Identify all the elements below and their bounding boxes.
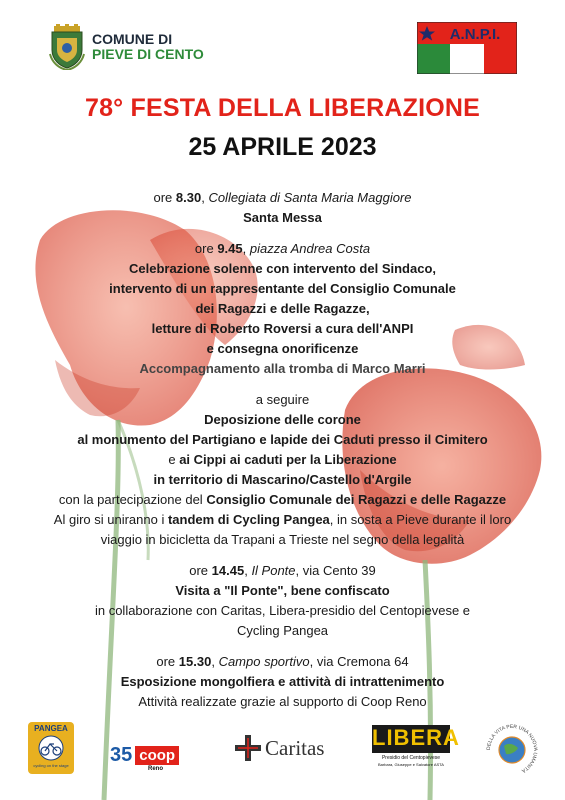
anpi-label: A.N.P.I. bbox=[449, 26, 501, 43]
bicycle-icon bbox=[35, 734, 67, 762]
event-4-time: 14.45 bbox=[211, 563, 245, 578]
event-4-line: in collaborazione con Caritas, Libera-presidio del Centopievese e bbox=[94, 603, 471, 618]
page-title: 78° FESTA DELLA LIBERAZIONE bbox=[84, 94, 481, 122]
event-1-header: ore 8.30, Collegiata di Santa Maria Maggiore bbox=[153, 190, 412, 205]
event-3-line: in territorio di Mascarino/Castello d'Argile bbox=[153, 472, 412, 487]
event-3-detail: Deposizione delle corone bbox=[204, 412, 361, 427]
event-2-detail: e consegna onorificenze bbox=[206, 341, 359, 356]
event-3-line: Al giro si uniranno i tandem di Cycling Pangea, in sosta a Pieve durante il loro bbox=[53, 512, 512, 527]
sponsor-logos bbox=[0, 722, 565, 792]
event-4-line: Cycling Pangea bbox=[236, 623, 329, 638]
coop-reno-logo: 35 coop Reno bbox=[110, 742, 179, 768]
event-2-detail: intervento di un rappresentante del Consiglio Comunale bbox=[109, 281, 456, 296]
event-2-time: 9.45 bbox=[217, 241, 243, 256]
caritas-logo: Caritas bbox=[234, 734, 324, 762]
event-3-line: viaggio in bicicletta da Trapani a Trieste nel segno della legalità bbox=[100, 532, 465, 547]
event-3-line: con la partecipazione del Consiglio Comunale dei Ragazzi e delle Ragazze bbox=[58, 492, 507, 507]
event-date: 25 APRILE 2023 bbox=[188, 133, 377, 161]
event-2-header: ore 9.45, piazza Andrea Costa bbox=[194, 241, 371, 256]
event-5-line: Attività realizzate grazie al supporto di Coop Reno bbox=[138, 694, 427, 709]
event-2-detail: dei Ragazzi e delle Ragazze, bbox=[195, 301, 370, 316]
event-2-detail: Celebrazione solenne con intervento del Sindaco, bbox=[128, 261, 436, 276]
event-1-place: Collegiata di Santa Maria Maggiore bbox=[208, 190, 412, 205]
cross-icon bbox=[234, 734, 262, 762]
event-3-detail: al monumento del Partigiano e lapide dei Caduti presso il Cimitero bbox=[77, 432, 488, 447]
svg-text:DELLA VITA PER UNA NUOVA UMANI: DELLA VITA PER UNA NUOVA UMANITÀ bbox=[485, 723, 539, 774]
comune-name-line2: PIEVE DI CENTO bbox=[92, 46, 204, 62]
anpi-logo bbox=[417, 22, 517, 74]
event-2-place: piazza Andrea Costa bbox=[249, 241, 371, 256]
event-3-intro: a seguire bbox=[255, 392, 310, 407]
event-2-accompaniment: Accompagnamento alla tromba di Marco Marri bbox=[139, 361, 426, 376]
comune-logo bbox=[48, 24, 204, 70]
event-5-title: Esposizione mongolfiera e attività di intrattenimento bbox=[120, 674, 445, 689]
libera-logo: LIBERA Presidio del Centopievese Barbara, Giuseppe e Salvatore ASTA bbox=[372, 725, 460, 767]
event-5-time: 15.30 bbox=[178, 654, 212, 669]
comune-name-line1: COMUNE DI bbox=[92, 31, 173, 47]
event-3-line: e ai Cippi ai caduti per la Liberazione bbox=[168, 452, 397, 467]
event-4-title: Visita a "Il Ponte", bene confiscato bbox=[175, 583, 390, 598]
header bbox=[0, 0, 565, 90]
event-5-header: ore 15.30, Campo sportivo, via Cremona 64 bbox=[156, 654, 409, 669]
programme bbox=[10, 188, 555, 712]
event-2-detail: letture di Roberto Roversi a cura dell'ANPI bbox=[151, 321, 414, 336]
seal-logo bbox=[484, 722, 540, 778]
event-5-place: Campo sportivo bbox=[218, 654, 310, 669]
event-4-header: ore 14.45, Il Ponte, via Cento 39 bbox=[189, 563, 376, 578]
event-4-place: Il Ponte bbox=[251, 563, 296, 578]
event-1-title: Santa Messa bbox=[243, 210, 322, 225]
event-1-time: 8.30 bbox=[175, 190, 202, 205]
crest-icon bbox=[48, 24, 86, 70]
pangea-logo: PANGEA cycling on the stage bbox=[28, 722, 74, 774]
